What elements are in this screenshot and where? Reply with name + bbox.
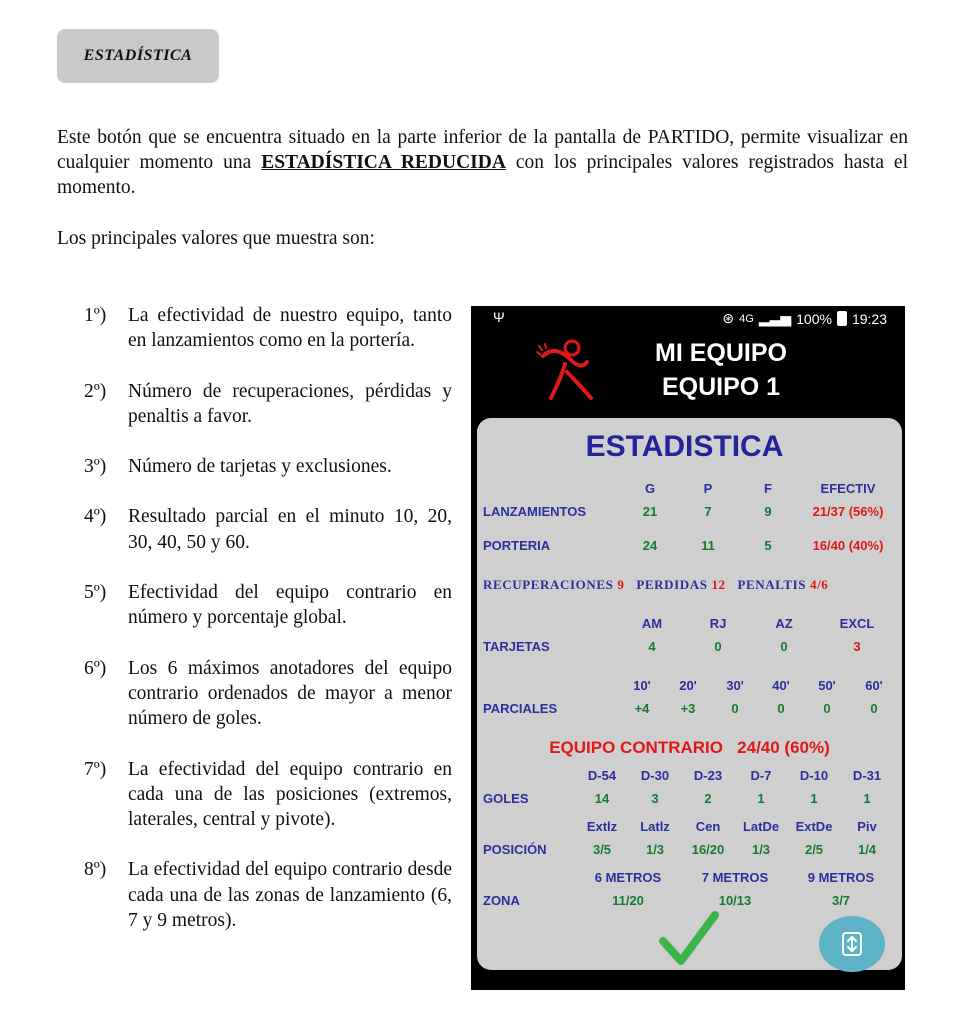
parcial-10: +4 [634,701,650,716]
tarjetas-rj: 0 [714,639,722,654]
porteria-p: 11 [701,538,715,553]
list-item-text: Número de tarjetas y exclusiones. [128,456,392,478]
list-item-text: Resultado parcial en el minuto 10, 20, 30, 40, 50 y 60. [128,506,452,553]
signal-icon: ▂▃▅ [758,310,792,326]
parcial-20: +3 [680,701,696,716]
list-item-number: 8º) [84,859,107,881]
posicion-header-piv: Piv [857,819,877,834]
status-bar [471,306,905,330]
list-item-text: La efectividad del equipo contrario desde cada una de las zonas de lanzamiento (6, 7 y 9 metros). [128,859,452,932]
parcial-60: 0 [870,701,878,716]
intro-text-end: con los principales valores registrados hasta el momento. [57,152,908,198]
parcial-header-50: 50' [818,678,836,693]
intro-text-start: Este botón que se encuentra situado en la parte inferior de la pantalla de PARTIDO, permite visualizar en cualquier momento una [57,127,908,173]
section-tag: ESTADÍSTICA [57,29,219,83]
stats-fab-button[interactable] [819,916,885,972]
row-label-lanzamientos: LANZAMIENTOS [483,504,587,519]
status-indicators [722,310,887,327]
battery-percent: 100% [796,310,832,327]
list-item [84,454,452,479]
phone-screenshot [471,306,905,990]
goles-3: 2 [704,791,712,806]
goles-header-6: D-31 [852,768,882,783]
goles-header-5: D-10 [799,768,829,783]
perdidas-value: 12 [711,577,726,592]
list-item [84,504,452,555]
intro-highlight: ESTADÍSTICA REDUCIDA [261,152,506,173]
list-item [84,303,452,354]
list-item [84,757,452,833]
recuperaciones-value: 9 [617,577,625,592]
goles-header-2: D-30 [640,768,670,783]
posicion-header-cen: Cen [695,819,721,834]
parcial-header-30: 30' [726,678,744,693]
expand-vertical-icon [841,932,863,956]
porteria-f: 5 [764,538,772,553]
intro-paragraph [57,125,908,200]
parcial-header-60: 60' [865,678,883,693]
goles-5: 1 [810,791,818,806]
team-title-line2: EQUIPO 1 [661,373,781,401]
lanzamientos-p: 7 [704,504,712,519]
posicion-cen: 16/20 [691,842,725,857]
zona-7m: 10/13 [718,893,752,908]
row-label-parciales: PARCIALES [483,701,558,716]
zona-header-7m: 7 METROS [701,870,769,885]
list-item-text: La efectividad del equipo contrario en cada una de las posiciones (extremos, laterales, central y pivote). [128,758,452,831]
posicion-piv: 1/4 [857,842,877,857]
goles-header-4: D-7 [750,768,772,783]
parcial-40: 0 [777,701,785,716]
recuperaciones-label: RECUPERACIONES [483,577,614,592]
parcial-header-10: 10' [633,678,651,693]
usb-icon: Ψ [493,309,505,325]
posicion-extde: 2/5 [804,842,824,857]
list-item-number: 5º) [84,582,107,604]
team-title [611,336,831,404]
row-label-tarjetas: TARJETAS [483,639,550,654]
lanzamientos-g: 21 [642,504,658,519]
tarjetas-header-excl: EXCL [839,616,875,631]
parcial-header-40: 40' [772,678,790,693]
goles-4: 1 [757,791,765,806]
equipo-contrario-summary: EQUIPO CONTRARIO 24/40 (60%) [549,738,830,757]
battery-icon [837,311,847,326]
bluetooth-icon: ⊛ [722,310,735,326]
list-item-text: Número de recuperaciones, pérdidas y penaltis a favor. [128,380,452,427]
row-label-goles: GOLES [483,791,529,806]
list-item-number: 7º) [84,758,107,780]
handball-player-logo-icon [535,334,599,404]
stats-title: ESTADISTICA [585,430,784,463]
lead-text: Los principales valores que muestra son: [57,228,375,249]
zona-9m: 3/7 [831,893,851,908]
list-item [84,857,452,933]
tarjetas-excl: 3 [853,639,861,654]
list-item [84,379,452,430]
zona-header-9m: 9 METROS [807,870,875,885]
perdidas-label: PERDIDAS [636,577,708,592]
list-item-text: La efectividad de nuestro equipo, tanto en lanzamientos como en la portería. [128,305,452,352]
header-g: G [644,481,656,496]
porteria-efectiv: 16/40 (40%) [812,538,884,553]
row-label-posicion: POSICIÓN [483,842,547,857]
goles-header-1: D-54 [587,768,617,783]
posicion-header-latde: LatDe [742,819,780,834]
goles-2: 3 [651,791,659,806]
posicion-header-extlz: Extlz [586,819,618,834]
team-title-line1: MI EQUIPO [655,339,787,367]
tarjetas-header-am: AM [641,616,663,631]
values-list [84,303,452,958]
posicion-header-latlz: Latlz [640,819,670,834]
parcial-30: 0 [731,701,739,716]
parcial-50: 0 [823,701,831,716]
tarjetas-az: 0 [780,639,788,654]
lanzamientos-efectiv: 21/37 (56%) [812,504,884,519]
parcial-header-20: 20' [679,678,697,693]
row-label-zona: ZONA [483,893,520,908]
stats-card [477,418,902,970]
list-item [84,580,452,631]
clock: 19:23 [851,310,887,327]
checkmark-icon[interactable] [659,911,719,967]
goles-6: 1 [863,791,871,806]
penaltis-label: PENALTIS [737,577,807,592]
lanzamientos-f: 9 [764,504,772,519]
posicion-extlz: 3/5 [592,842,612,857]
row-label-porteria: PORTERIA [483,538,551,553]
list-item-number: 6º) [84,657,107,679]
posicion-latde: 1/3 [751,842,771,857]
posicion-header-extde: ExtDe [795,819,833,834]
list-item [84,656,452,732]
tarjetas-am: 4 [648,639,656,654]
header-efectiv: EFECTIV [820,481,876,496]
goles-1: 14 [594,791,610,806]
list-item-number: 2º) [84,380,107,402]
recuperaciones-row [483,577,836,593]
porteria-g: 24 [642,538,658,553]
network-type: 4G [739,312,754,325]
list-item-number: 3º) [84,456,107,478]
zona-6m: 11/20 [612,893,644,908]
list-item-number: 1º) [84,305,107,326]
penaltis-value: 4/6 [810,577,829,592]
list-item-text: Los 6 máximos anotadores del equipo contrario ordenados de mayor a menor número de goles. [128,657,452,730]
tarjetas-header-rj: RJ [709,616,727,631]
list-item-text: Efectividad del equipo contrario en número y porcentaje global. [128,582,452,629]
list-item-number: 4º) [84,506,107,528]
posicion-latlz: 1/3 [645,842,665,857]
goles-header-3: D-23 [693,768,723,783]
header-p: P [703,481,713,496]
header-f: F [764,481,772,496]
zona-header-6m: 6 METROS [594,870,662,885]
tarjetas-header-az: AZ [775,616,793,631]
